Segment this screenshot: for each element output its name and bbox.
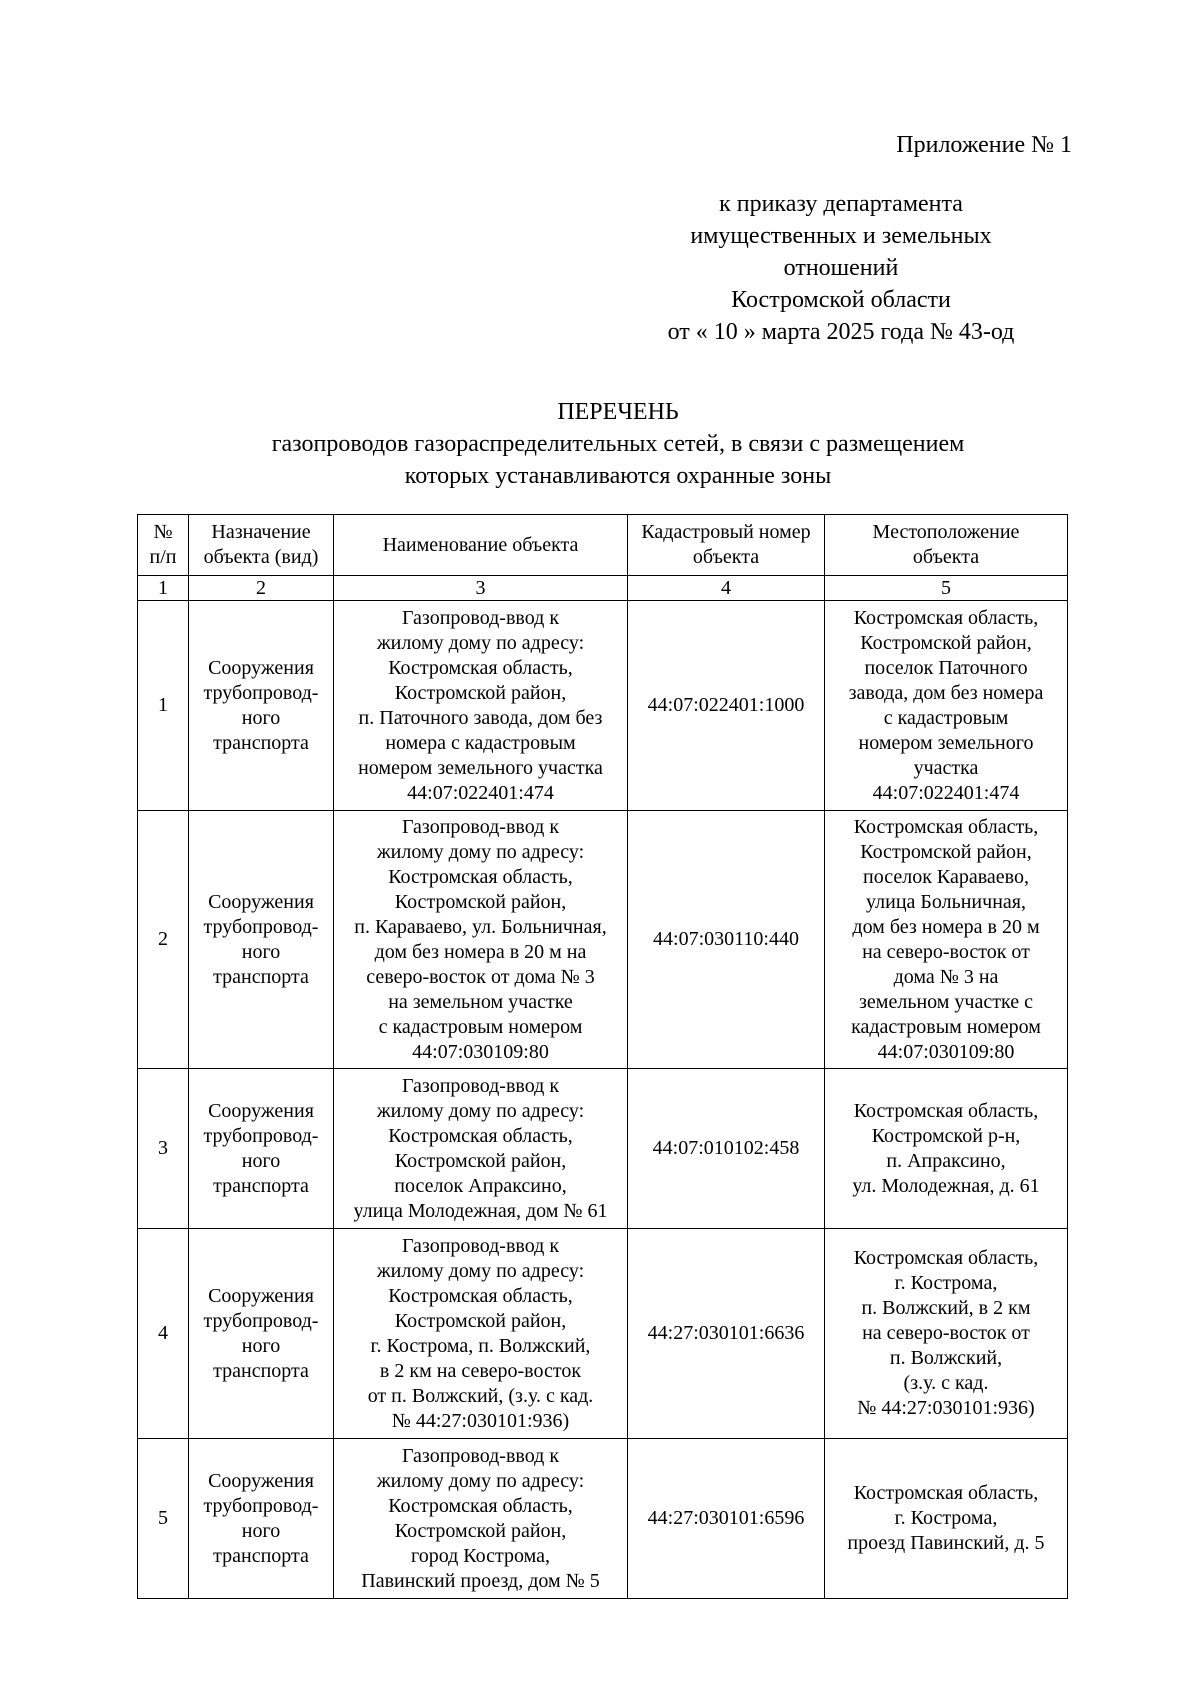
list-title-sub: газопроводов газораспределительных сетей, в связи с размещением — [271, 431, 965, 457]
cell-location-line: с кадастровым — [883, 706, 1009, 729]
cell-location-line: проезд Павинский, д. 5 — [847, 1532, 1045, 1554]
cell-purpose-line: трубопровод- — [203, 1494, 319, 1517]
cell-purpose — [189, 1439, 334, 1599]
cell-purpose — [189, 601, 334, 811]
table-row — [138, 811, 1068, 1069]
cell-location — [825, 1069, 1068, 1229]
column-header-name: Наименование объекта — [334, 515, 628, 576]
cell-purpose-line: ного — [241, 706, 281, 729]
order-line: отношений — [783, 255, 899, 281]
cell-purpose-line: ного — [241, 940, 281, 963]
cell-cadastral-number: 44:07:030110:440 — [628, 811, 825, 1069]
cell-purpose-line: трубопровод- — [203, 681, 319, 704]
column-number: 4 — [628, 576, 825, 601]
cell-location-line: участка — [913, 756, 979, 779]
column-header-purpose: Назначение объекта (вид) — [189, 515, 334, 576]
table-row — [138, 1229, 1068, 1439]
cell-location-line: (з.у. с кад. — [903, 1372, 989, 1394]
cell-object-name-line: город Кострома, — [410, 1544, 551, 1567]
cell-purpose-line: ного — [241, 1149, 281, 1172]
cell-object-name-line: поселок Апраксино, — [394, 1174, 567, 1197]
cell-purpose — [189, 811, 334, 1069]
column-number: 1 — [138, 576, 189, 601]
cell-object-name-line: в 2 км на северо-восток — [379, 1359, 582, 1382]
table-row — [138, 1439, 1068, 1599]
cell-object-name-line: Костромская область, — [388, 1124, 573, 1147]
table-row — [138, 601, 1068, 811]
cell-location-line: п. Волжский, — [889, 1347, 1003, 1369]
cell-location-line: 44:07:022401:474 — [872, 781, 1020, 804]
cell-object-name-line: Павинский проезд, дом № 5 — [361, 1569, 600, 1592]
cell-object-name-line: номером земельного участка — [358, 756, 603, 779]
order-line: от « 10 » марта 2025 года № 43-од — [667, 319, 1015, 345]
cell-object-name-line: Костромской район, — [394, 890, 567, 913]
column-number: 5 — [825, 576, 1068, 601]
cell-location — [825, 1229, 1068, 1439]
cell-location-line: Костромской район, — [860, 840, 1032, 863]
cell-purpose — [189, 1229, 334, 1439]
table-header-row — [138, 515, 1068, 576]
order-line: к приказу департамента — [719, 191, 963, 217]
cell-object-name-line: 44:07:030109:80 — [412, 1040, 549, 1063]
column-number: 2 — [189, 576, 334, 601]
cell-purpose-line: трубопровод- — [203, 915, 319, 938]
cell-object-name-line: жилому дому по адресу: — [376, 631, 585, 654]
pipeline-registry-table — [137, 514, 1068, 1599]
cell-object-name — [334, 1439, 628, 1599]
cell-location-line: Костромская область, — [853, 1099, 1039, 1122]
cell-purpose-line: транспорта — [213, 1544, 309, 1567]
column-number-row — [138, 576, 1068, 601]
cell-purpose-line: трубопровод- — [203, 1124, 319, 1147]
order-line: имущественных и земельных — [690, 223, 992, 249]
cell-object-name-line: Костромская область, — [388, 1284, 573, 1307]
cell-location-line: п. Волжский, в 2 км — [861, 1297, 1031, 1319]
list-title-main: ПЕРЕЧЕНЬ — [557, 399, 679, 425]
cell-purpose-line: Сооружения — [208, 1099, 314, 1122]
cell-object-name — [334, 1229, 628, 1439]
cell-location-line: г. Кострома, — [894, 1507, 998, 1529]
cell-number: 4 — [138, 1229, 189, 1439]
cell-object-name-line: Костромской район, — [394, 1149, 567, 1172]
cell-purpose-line: ного — [241, 1334, 281, 1357]
cell-object-name-line: Газопровод-ввод к — [401, 1234, 560, 1257]
cell-purpose-line: транспорта — [213, 965, 309, 988]
cell-location-line: улица Больничная, — [866, 890, 1026, 913]
cell-object-name-line: Газопровод-ввод к — [401, 606, 560, 629]
cell-object-name-line: на земельном участке — [388, 990, 573, 1013]
cell-location-line: г. Кострома, — [894, 1272, 998, 1294]
cell-purpose-line: ного — [241, 1519, 281, 1542]
cell-object-name-line: жилому дому по адресу: — [376, 1469, 585, 1492]
cell-location-line: дома № 3 на — [893, 965, 999, 988]
cell-location-line: завода, дом без номера — [848, 681, 1044, 704]
cell-object-name-line: жилому дому по адресу: — [376, 1099, 585, 1122]
cell-object-name-line: номера с кадастровым — [385, 731, 576, 754]
cell-object-name-line: 44:07:022401:474 — [407, 781, 554, 804]
cell-purpose — [189, 1069, 334, 1229]
cell-object-name-line: Газопровод-ввод к — [401, 1444, 560, 1467]
cell-object-name-line: Костромская область, — [388, 1494, 573, 1517]
cell-object-name-line: с кадастровым номером — [378, 1015, 583, 1038]
cell-object-name-line: жилому дому по адресу: — [376, 1259, 585, 1282]
cell-location-line: дом без номера в 20 м — [852, 915, 1040, 938]
cell-object-name-line: Газопровод-ввод к — [401, 815, 560, 838]
cell-location-line: поселок Паточного — [864, 656, 1028, 679]
cell-object-name-line: Костромская область, — [388, 865, 573, 888]
table-body — [138, 601, 1068, 1599]
appendix-title: Приложение № 1 — [896, 132, 1072, 158]
cell-cadastral-number: 44:27:030101:6636 — [628, 1229, 825, 1439]
cell-purpose-line: Сооружения — [208, 890, 314, 913]
cell-object-name — [334, 601, 628, 811]
cell-cadastral-number: 44:07:022401:1000 — [628, 601, 825, 811]
cell-location — [825, 811, 1068, 1069]
cell-location-line: п. Апраксино, — [886, 1149, 1006, 1172]
cell-purpose-line: Сооружения — [208, 1284, 314, 1307]
cell-object-name-line: № 44:27:030101:936) — [391, 1409, 570, 1432]
cell-location-line: на северо-восток от — [862, 1322, 1030, 1344]
cell-location-line: Костромской р-н, — [871, 1124, 1021, 1147]
cell-number: 5 — [138, 1439, 189, 1599]
cell-object-name-line: от п. Волжский, (з.у. с кад. — [367, 1384, 594, 1407]
cell-location-line: Костромская область, — [853, 1247, 1039, 1269]
cell-object-name-line: улица Молодежная, дом № 61 — [353, 1199, 608, 1222]
table-row — [138, 1069, 1068, 1229]
cell-object-name-line: п. Караваево, ул. Больничная, — [354, 915, 607, 938]
cell-location-line: номером земельного — [858, 731, 1034, 754]
cell-purpose-line: Сооружения — [208, 656, 314, 679]
cell-purpose-line: транспорта — [213, 1174, 309, 1197]
cell-object-name-line: северо-восток от дома № 3 — [366, 965, 595, 988]
cell-location-line: 44:07:030109:80 — [877, 1040, 1015, 1063]
cell-location-line: на северо-восток от — [862, 940, 1030, 963]
column-header-number: № п/п — [138, 515, 189, 576]
cell-object-name-line: Костромской район, — [394, 1519, 567, 1542]
cell-cadastral-number: 44:07:010102:458 — [628, 1069, 825, 1229]
cell-location-line: Костромская область, — [853, 815, 1039, 838]
cell-cadastral-number: 44:27:030101:6596 — [628, 1439, 825, 1599]
cell-location-line: Костромская область, — [853, 606, 1039, 629]
order-line: Костромской области — [731, 287, 951, 313]
cell-object-name — [334, 1069, 628, 1229]
cell-number: 2 — [138, 811, 189, 1069]
order-reference — [610, 188, 1072, 348]
cell-number: 3 — [138, 1069, 189, 1229]
cell-number: 1 — [138, 601, 189, 811]
cell-object-name-line: Газопровод-ввод к — [401, 1074, 560, 1097]
cell-purpose-line: трубопровод- — [203, 1309, 319, 1332]
cell-location-line: ул. Молодежная, д. 61 — [852, 1174, 1040, 1197]
cell-location-line: поселок Караваево, — [863, 865, 1029, 888]
cell-location-line: Костромская область, — [853, 1482, 1039, 1504]
cell-location-line: кадастровым номером — [851, 1015, 1041, 1038]
cell-object-name-line: п. Паточного завода, дом без — [358, 706, 603, 729]
column-number: 3 — [334, 576, 628, 601]
column-header-location: Местоположение объекта — [825, 515, 1068, 576]
cell-purpose-line: транспорта — [213, 731, 309, 754]
cell-purpose-line: Сооружения — [208, 1469, 314, 1492]
list-title — [0, 396, 1200, 492]
cell-object-name-line: г. Кострома, п. Волжский, — [370, 1334, 591, 1357]
cell-object-name-line: Костромской район, — [394, 681, 567, 704]
cell-location-line: земельном участке с — [859, 990, 1033, 1013]
cell-location-line: Костромской район, — [860, 631, 1032, 654]
cell-object-name-line: Костромская область, — [388, 656, 573, 679]
cell-object-name-line: Костромской район, — [394, 1309, 567, 1332]
cell-location — [825, 601, 1068, 811]
column-header-cadastral: Кадастровый номер объекта — [628, 515, 825, 576]
cell-purpose-line: транспорта — [213, 1359, 309, 1382]
list-title-sub: которых устанавливаются охранные зоны — [404, 463, 832, 489]
cell-object-name-line: дом без номера в 20 м на — [374, 940, 587, 963]
cell-location — [825, 1439, 1068, 1599]
cell-object-name — [334, 811, 628, 1069]
cell-location-line: № 44:27:030101:936) — [857, 1397, 1035, 1419]
cell-object-name-line: жилому дому по адресу: — [376, 840, 585, 863]
